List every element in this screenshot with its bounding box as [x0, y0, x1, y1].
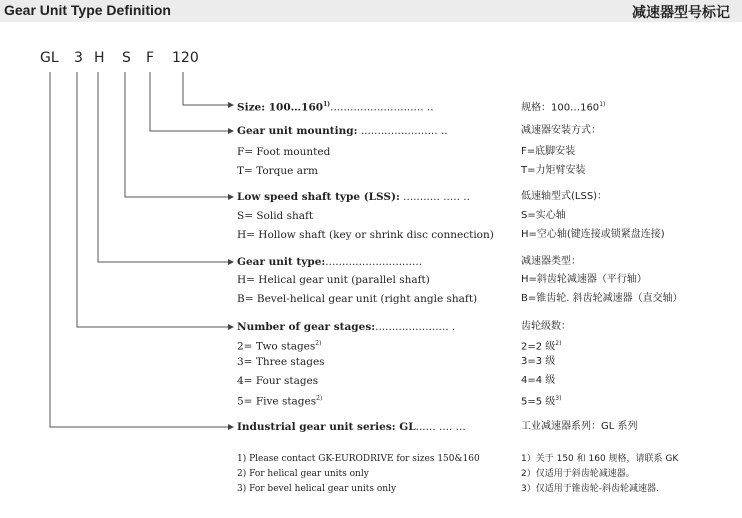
lss-heading-cn: 低速轴型式(LSS)： [521, 191, 608, 202]
stages-item-four-cn: 4=4 级 [521, 375, 556, 386]
stages-heading [237, 320, 455, 334]
page-title-en: Gear Unit Type Definition [4, 2, 171, 18]
series-label: Industrial gear unit series: GL [237, 421, 416, 433]
mounting-leader: ....................... .. [357, 125, 448, 137]
stages-item-two-label-cn: 2=2 级 [521, 341, 556, 353]
code-lss: S [122, 50, 131, 66]
lss-leader: ........... ..... .. [399, 191, 470, 203]
footnote-1-cn: 1）关于 150 和 160 规格，请联系 GK [521, 454, 679, 464]
arrow-size [228, 102, 234, 108]
mounting-item-foot: F= Foot mounted [237, 146, 331, 158]
mounting-item-torque: T= Torque arm [237, 165, 318, 177]
stages-item-five-label-cn: 5=5 级 [521, 396, 556, 408]
lss-item-hollow-cn: H=空心轴(键连接或锁紧盘连接) [521, 229, 665, 240]
size-label: Size: 100…160 [237, 101, 324, 114]
series-heading-cn: 工业减速器系列：GL 系列 [521, 421, 638, 432]
stages-item-five-ref-cn: 3) [555, 395, 562, 402]
footnote-2: 2) For helical gear units only [237, 469, 369, 479]
arrow-stages [228, 324, 234, 330]
stages-item-two-ref-cn: 2) [555, 340, 562, 347]
stages-item-four: 4= Four stages [237, 375, 319, 387]
stages-item-two [237, 337, 321, 354]
lss-item-hollow: H= Hollow shaft (key or shrink disc connection) [237, 229, 494, 241]
stages-item-two-ref: 2) [315, 340, 322, 347]
type-heading [237, 255, 422, 269]
lss-item-solid-cn: S=实心轴 [521, 210, 566, 221]
lss-heading [237, 190, 470, 204]
mounting-label: Gear unit mounting: [237, 125, 358, 137]
footnote-3: 3) For bevel helical gear units only [237, 484, 397, 494]
type-item-bevel: B= Bevel-helical gear unit (right angle shaft) [237, 293, 478, 305]
type-item-helical-cn: H=斜齿轮减速器（平行轴） [521, 274, 647, 285]
stages-item-five-label: 5= Five stages [237, 395, 317, 408]
code-mounting: F [146, 50, 155, 66]
stages-item-three: 3= Three stages [237, 356, 325, 368]
stages-item-two-cn [521, 337, 561, 354]
mounting-item-foot-cn: F=底脚安装 [521, 146, 576, 157]
stages-item-two-label: 2= Two stages [237, 340, 316, 353]
mounting-heading [237, 124, 448, 138]
size-leader: ............................ .. [330, 101, 434, 114]
code-type: H [94, 50, 105, 66]
arrow-type [228, 259, 234, 265]
connector-size [183, 72, 228, 105]
stages-item-five-ref: 2) [316, 395, 323, 402]
series-leader: ...... .... ... [415, 421, 466, 433]
code-stages: 3 [74, 50, 83, 66]
connector-mounting [150, 72, 228, 131]
size-footnote-ref-cn: 1) [599, 101, 606, 108]
stages-item-three-cn: 3=3 级 [521, 356, 556, 367]
footnote-3-cn: 3）仅适用于锥齿轮-斜齿轮减速器. [521, 484, 659, 494]
lss-item-solid: S= Solid shaft [237, 210, 314, 222]
mounting-item-torque-cn: T=力矩臂安装 [521, 165, 586, 176]
arrow-mounting [228, 128, 234, 134]
lss-label: Low speed shaft type (LSS): [237, 191, 400, 203]
stages-item-five [237, 392, 322, 409]
footnote-2-cn: 2）仅适用于斜齿轮减速器。 [521, 469, 635, 479]
type-label: Gear unit type: [237, 256, 326, 268]
connector-lss [125, 72, 228, 197]
size-footnote-ref: 1) [323, 101, 331, 108]
stages-heading-cn: 齿轮级数： [521, 321, 571, 332]
code-size: 120 [172, 50, 199, 66]
page-title-cn: 减速器型号标记 [632, 5, 730, 21]
series-heading [237, 420, 466, 434]
code-series: GL [40, 50, 59, 66]
stages-label: Number of gear stages: [237, 321, 376, 333]
type-item-helical: H= Helical gear unit (parallel shaft) [237, 274, 430, 286]
arrow-series [228, 424, 234, 430]
size-label-cn: 规格：100…160 [521, 102, 600, 114]
type-heading-cn: 减速器类型： [521, 256, 581, 267]
mounting-heading-cn: 减速器安装方式： [521, 125, 601, 136]
stages-leader: ...................... . [375, 321, 456, 333]
size-heading-cn [521, 98, 605, 115]
size-heading [237, 98, 434, 115]
arrow-lss [228, 194, 234, 200]
footnote-1: 1) Please contact GK-EURODRIVE for sizes 150&160 [237, 454, 480, 464]
type-leader: ............................. [325, 256, 423, 268]
type-item-bevel-cn: B=锥齿轮. 斜齿轮减速器（直交轴） [521, 293, 683, 304]
stages-item-five-cn [521, 392, 561, 409]
connector-stages [77, 72, 228, 327]
connector-type [98, 72, 228, 262]
